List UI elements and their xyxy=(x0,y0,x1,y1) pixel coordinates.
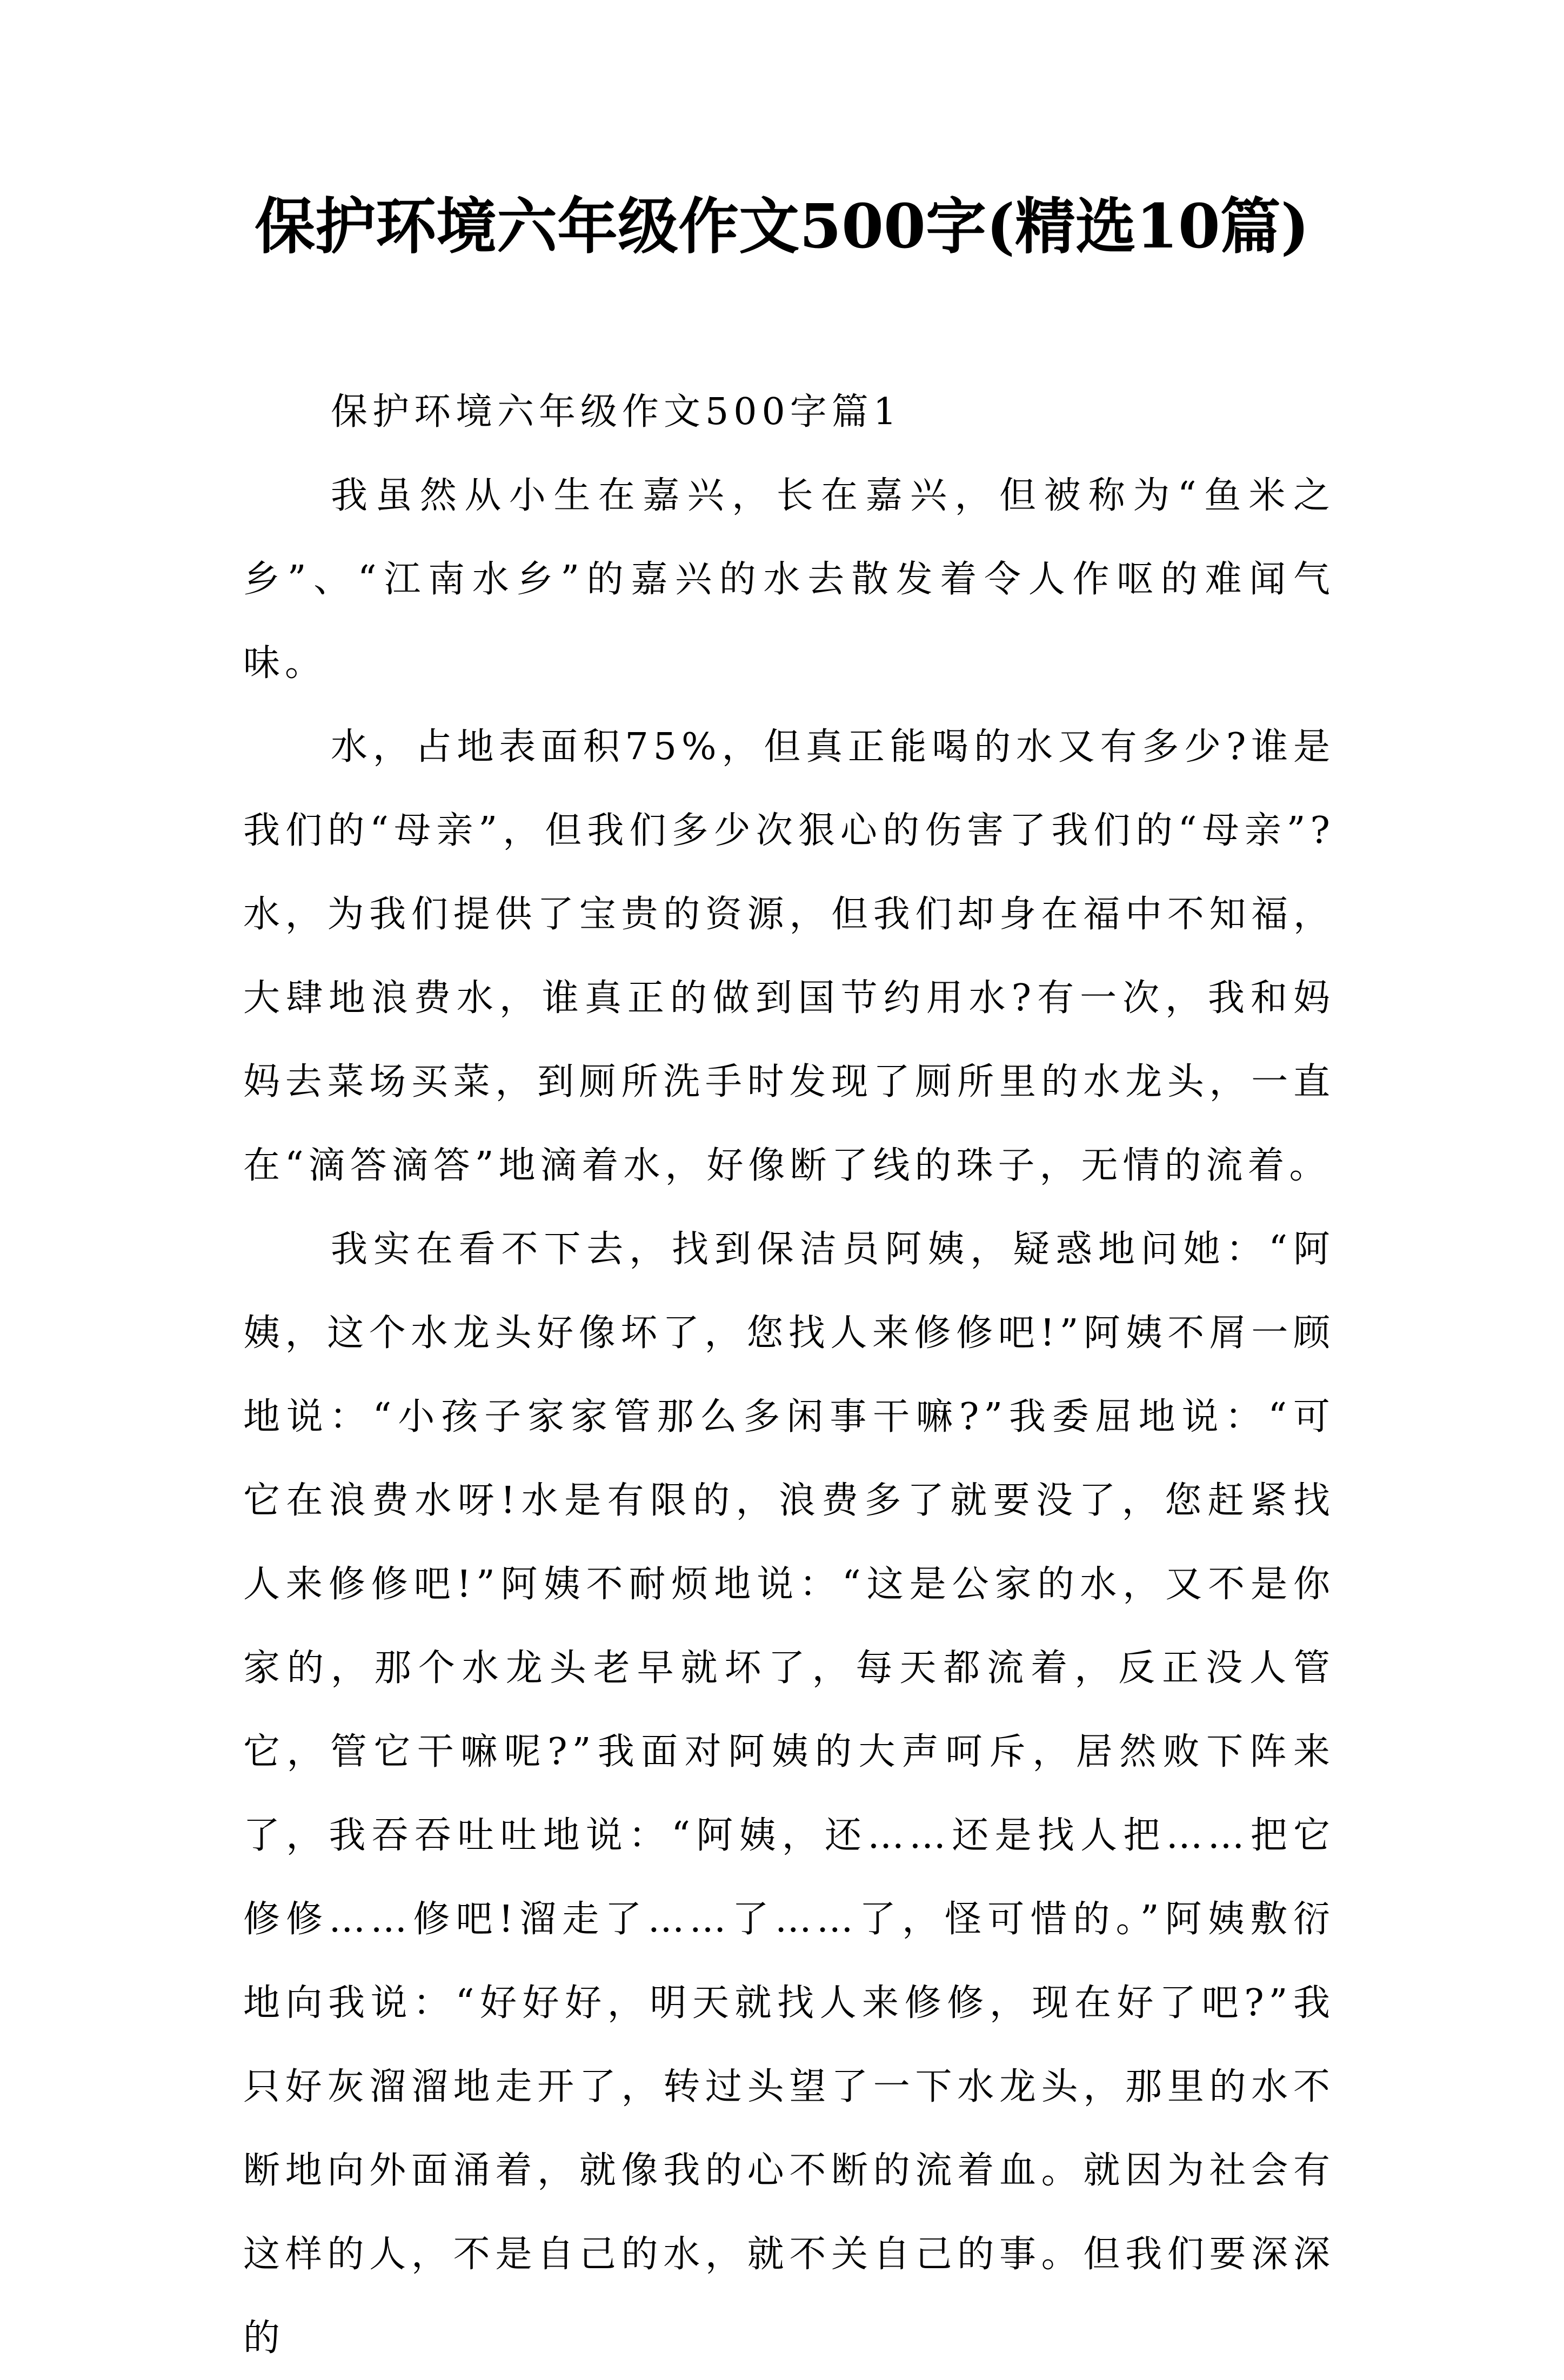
section-heading: 保护环境六年级作文500字篇1 xyxy=(331,391,902,433)
paragraph-3: 我实在看不下去，找到保洁员阿姨，疑惑地问她：“阿姨，这个水龙头好像坏了，您找人来修修吧!”阿姨不屑一顾地说：“小孩子家家管那么多闲事干嘛?”我委屈地说：“可它在浪费水呀!水是有限的，浪费多了就要没了，您赶紧找人来修修吧!”阿姨不耐烦地说：“这是公家的水，又不是你家的，那个水龙头老早就坏了，每天都流着，反正没人管它，管它干嘛呢?”我面对阿姨的大声呵斥，居然败下阵来了，我吞吞吐吐地说：“阿姨，还……还是找人把……把它修修……修吧!溜走了……了……了，怪可惜的。”阿姨敷衍地向我说：“好好好，明天就找人来修修，现在好了吧?”我只好灰溜溜地走开了，转过头望了一下水龙头，那里的水不断地向外面涌着，就像我的心不断的流着血。就因为社会有这样的人，不是自己的水，就不关自己的事。但我们要深深的 xyxy=(243,1228,1335,2359)
paragraph-2: 水，占地表面积75%，但真正能喝的水又有多少?谁是我们的“母亲”，但我们多少次狠心的伤害了我们的“母亲”?水，为我们提供了宝贵的资源，但我们却身在福中不知福，大肆地浪费水，谁真正的做到国节约用水?有一次，我和妈妈去菜场买菜，到厕所洗手时发现了厕所里的水龙头，一直在“滴答滴答”地滴着水，好像断了线的珠子，无情的流着。 xyxy=(243,726,1335,1187)
document-body xyxy=(243,370,1335,2380)
paragraph-1: 我虽然从小生在嘉兴，长在嘉兴，但被称为“鱼米之乡”、“江南水乡”的嘉兴的水去散发着令人作呕的难闻气味。 xyxy=(243,474,1335,685)
document-title: 保护环境六年级作文500字(精选10篇) xyxy=(255,191,1309,262)
